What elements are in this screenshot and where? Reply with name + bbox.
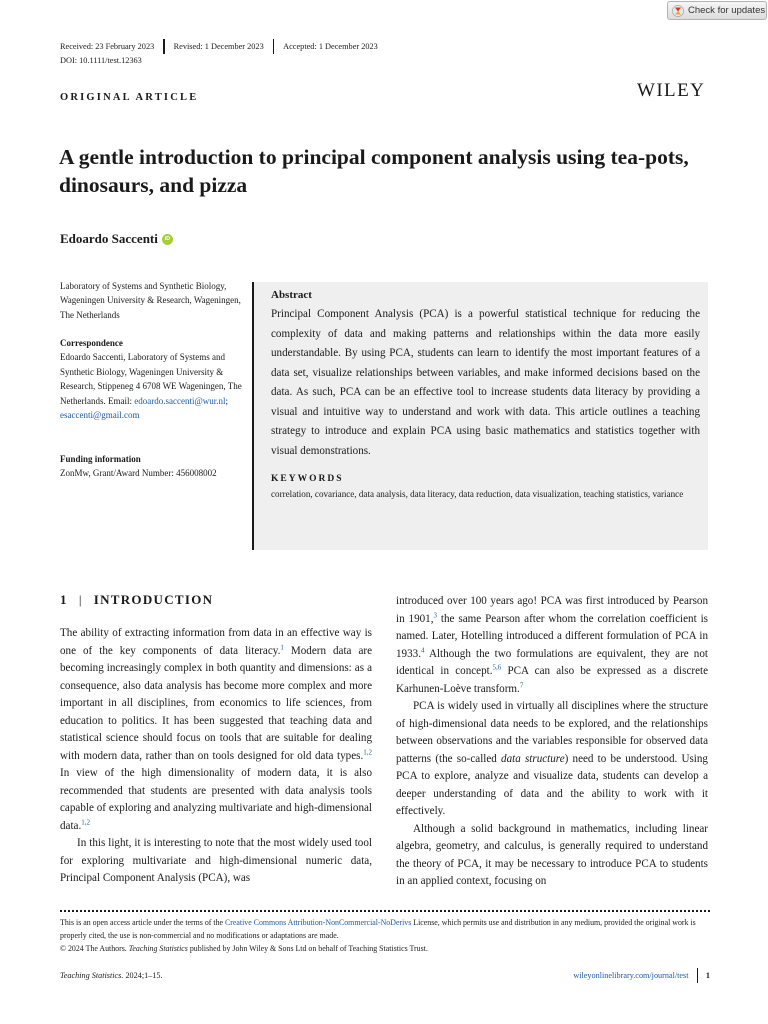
- paragraph-text: PCA can also be expressed as a discrete Karhunen-Loève transform.: [396, 665, 709, 695]
- correspondence-heading: Correspondence: [60, 338, 123, 348]
- funding-heading: Funding information: [60, 454, 141, 464]
- publisher-logo: WILEY: [637, 80, 706, 101]
- copyright-text: published by John Wiley & Sons Ltd on behalf of Teaching Statistics Trust.: [187, 944, 428, 953]
- paragraph-text: Although the two formulations are equivalent, they are not identical in concept.: [396, 647, 708, 677]
- citation-link[interactable]: 1,2: [81, 817, 91, 826]
- keywords-text: correlation, covariance, data analysis, data literacy, data reduction, data visualization, teaching statistics, variance: [271, 489, 684, 499]
- paragraph-text: the same Pearson after whom the correlation coefficient is named. Later, Hotelling introduced a different formulation of PCA in 1933.: [396, 612, 708, 660]
- email-label: Email:: [107, 395, 132, 406]
- paragraph: Although a solid background in mathematics, including linear algebra, geometry, and calculus, is generally required to understand the theory of PCA, it may be necessary to introduce PCA to students in an applied context, focusing on: [396, 822, 708, 887]
- keywords-heading: KEYWORDS: [271, 474, 344, 484]
- footnote-divider: [60, 910, 710, 912]
- citation-link[interactable]: 1: [280, 642, 284, 651]
- paragraph: [60, 625, 372, 835]
- check-for-updates-button[interactable]: [667, 1, 767, 20]
- paragraph-text: In view of the high dimensionality of modern data, it is also recommended that students are presented with data analysis tools capable of exploring and analyzing multivariate and high-dimensional data.: [60, 767, 372, 832]
- article-title: A gentle introduction to principal component analysis using tea-pots, dinosaurs, and pizza: [59, 145, 689, 197]
- article-type: ORIGINAL ARTICLE: [60, 92, 199, 103]
- section-number: 1: [60, 592, 68, 607]
- footer-right: [573, 968, 710, 983]
- emphasis-text: data structure: [501, 752, 565, 765]
- correspondence: Correspondence Edoardo Saccenti, Laboratory of Systems and Synthetic Biology, Wageningen University & Research, Stippeneg 4 6708 WE Wageningen, The Netherlands. Email: edoardo.saccenti@wur.nl; esaccenti@gmail.com: [60, 336, 248, 422]
- body-column-left: [60, 625, 372, 888]
- section-heading: [60, 592, 213, 608]
- paragraph-text: ) need to be understood. Using PCA to explore, analyze and visualize data, students can develop a deeper understanding of data and the ability to work with it effectively.: [396, 752, 708, 817]
- revised-date: Revised: 1 December 2023: [173, 42, 264, 51]
- funding-text: ZonMw, Grant/Award Number: 456008002: [60, 468, 217, 479]
- body-column-right: [396, 593, 708, 891]
- citation-link[interactable]: 3: [433, 610, 438, 619]
- correspondence-text: Edoardo Saccenti, Laboratory of Systems and Synthetic Biology, Wageningen University & Research, Stippeneg 4 6708 WE Wageningen, The Netherlands.: [60, 352, 242, 406]
- orcid-icon[interactable]: [162, 234, 173, 245]
- funding: [60, 452, 248, 481]
- citation: [60, 971, 163, 980]
- citation-link[interactable]: 4: [420, 645, 425, 654]
- paragraph: [396, 593, 708, 698]
- journal-url-link[interactable]: wileyonlinelibrary.com/journal/test: [573, 971, 689, 980]
- received-date: Received: 23 February 2023: [60, 42, 155, 51]
- paragraph: [396, 698, 708, 821]
- license-notice: [60, 916, 710, 955]
- abstract-heading: Abstract: [271, 289, 312, 301]
- paragraph-text: PCA is widely used in virtually all disciplines where the structure of high-dimensional data needs to be explored, and the relationships between observations and the variables responsible for observed data patterns (the so-called: [396, 700, 708, 765]
- copyright-text: © 2024 The Authors.: [60, 944, 129, 953]
- paragraph-text: Modern data are becoming increasingly complex in both quantity and dimensions: as a consequence, also data analysis has become more complex and more important in all disciplines, from economics to life sciences, from education to politics. It has been suggested that teaching data and statistical science should focus on tools that are suitable for dealing with modern data, rather than on tools designed for old data types.: [60, 644, 372, 762]
- doi: DOI: 10.1111/test.12363: [60, 56, 142, 65]
- abstract-text: Principal Component Analysis (PCA) is a powerful statistical technique for reducing the complexity of data and making patterns and relationships within the data more easily understandable. By using PCA, students can learn to identify the most important features of a data set, visualize relationships between variables, and make informed decisions based on the data. As such, PCA can be an effective tool to increase students data literacy by providing a visual and intuitive way to understand and work with data. This article outlines a teaching strategy to introduce and explain PCA using basic mathematics and statistics together with visual demonstrations.: [271, 308, 700, 457]
- page-footer: [60, 968, 710, 983]
- page-number: 1: [705, 971, 710, 980]
- license-link[interactable]: Creative Commons Attribution-NonCommercial-NoDerivs: [225, 918, 412, 927]
- email-link-primary[interactable]: edoardo.saccenti@wur.nl: [134, 395, 226, 406]
- license-text: License, which permits use and distribution in any medium, provided the original work is properly cited, the use is non-commercial and no modifications or adaptations are made.: [60, 918, 696, 940]
- abstract-box: [252, 282, 708, 550]
- citation-link[interactable]: 7: [519, 680, 524, 689]
- citation-details: 2024;1–15.: [123, 971, 163, 980]
- affiliation: Laboratory of Systems and Synthetic Biology, Wageningen University & Research, Wageningen, The Netherlands: [60, 281, 241, 320]
- journal-name: Teaching Statistics: [128, 944, 188, 953]
- author-name: Edoardo Saccenti: [60, 231, 158, 246]
- paragraph-text: The ability of extracting information from data in an effective way is one of the key components of data literacy.: [60, 627, 372, 657]
- author: [60, 231, 173, 247]
- citation-journal: Teaching Statistics.: [60, 971, 124, 980]
- article-dates: [60, 39, 387, 54]
- citation-link[interactable]: 1,2: [363, 747, 372, 756]
- section-title: INTRODUCTION: [93, 592, 214, 607]
- accepted-date: Accepted: 1 December 2023: [283, 42, 378, 51]
- citation-link[interactable]: 5,6: [492, 663, 502, 672]
- section-separator: |: [78, 592, 83, 607]
- license-text: This is an open access article under the terms of the: [60, 918, 225, 927]
- footer-divider: [697, 968, 698, 983]
- email-link-secondary[interactable]: esaccenti@gmail.com: [60, 410, 140, 421]
- check-for-updates-label: Check for updates: [688, 5, 766, 16]
- paragraph-text: introduced over 100 years ago! PCA was first introduced by Pearson in 1901,: [396, 595, 708, 625]
- crossmark-icon: [672, 5, 684, 17]
- paragraph: In this light, it is interesting to note that the most widely used tool for exploring multivariate and high-dimensional numeric data, Principal Component Analysis (PCA), was: [60, 837, 372, 884]
